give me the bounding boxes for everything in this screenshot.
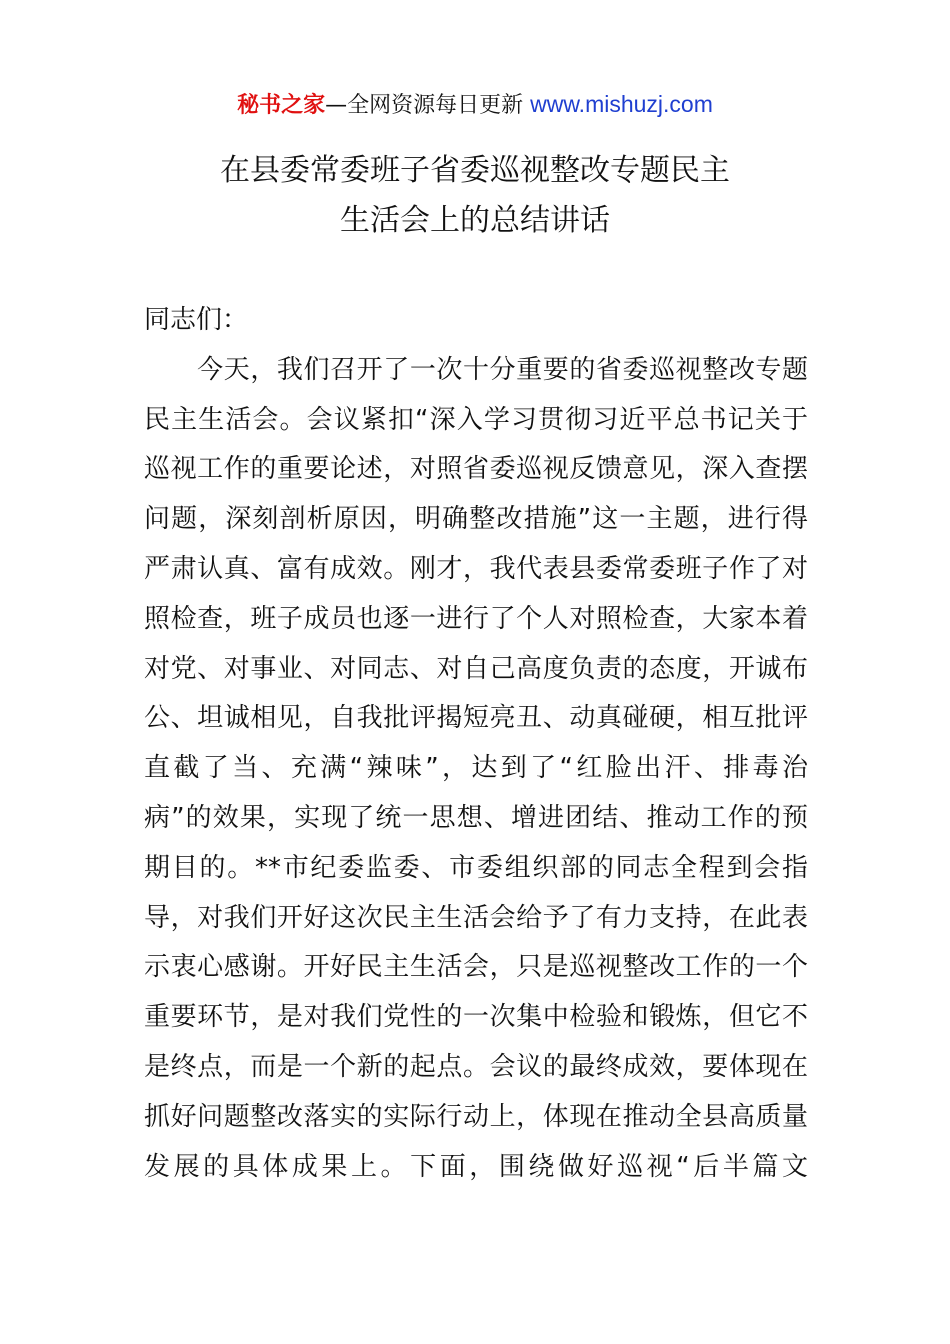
paragraph-line: 示衷心感谢。开好民主生活会，只是巡视整改工作的一个: [144, 952, 808, 983]
paragraph-line: 期目的。**市纪委监委、市委组织部的同志全程到会指: [144, 852, 808, 883]
brand-name: 秘书之家: [237, 93, 326, 118]
paragraph-line: 严肃认真、富有成效。刚才，我代表县委常委班子作了对: [144, 553, 808, 584]
salutation: 同志们：: [144, 305, 249, 335]
title-line-1: 在县委常委班子省委巡视整改专题民主: [220, 153, 730, 188]
paragraph-line: 病”的效果，实现了统一思想、增进团结、推动工作的预: [144, 802, 808, 833]
paragraph-line: 民主生活会。会议紧扣“深入学习贯彻习近平总书记关于: [144, 404, 808, 435]
paragraph-line: 照检查，班子成员也逐一进行了个人对照检查，大家本着: [144, 603, 808, 634]
paragraph-line: 今天，我们召开了一次十分重要的省委巡视整改专题: [144, 354, 808, 385]
document-body: [144, 296, 808, 1192]
title-line-2: 生活会上的总结讲话: [340, 203, 610, 238]
paragraph-line: 抓好问题整改落实的实际行动上，体现在推动全县高质量: [144, 1101, 808, 1132]
header-tagline: —全网资源每日更新: [325, 93, 531, 118]
paragraph-line: 发展的具体成果上。下面，围绕做好巡视“后半篇文: [144, 1151, 808, 1182]
paragraph-line: 公、坦诚相见，自我批评揭短亮丑、动真碰硬，相互批评: [144, 703, 808, 734]
paragraph-line: 问题，深刻剖析原因，明确整改措施”这一主题，进行得: [144, 504, 808, 535]
site-url[interactable]: www.mishuzj.com: [530, 91, 713, 117]
paragraph-line: 对党、对事业、对同志、对自己高度负责的态度，开诚布: [144, 653, 808, 684]
paragraph-line: 导，对我们开好这次民主生活会给予了有力支持，在此表: [144, 902, 808, 933]
paragraph-line: 是终点，而是一个新的起点。会议的最终成效，要体现在: [144, 1051, 808, 1082]
site-header: [0, 88, 950, 122]
paragraph-line: 直截了当、充满“辣味”，达到了“红脸出汗、排毒治: [144, 753, 808, 784]
paragraph-line: 巡视工作的重要论述，对照省委巡视反馈意见，深入查摆: [144, 454, 808, 485]
document-title: [0, 146, 950, 246]
paragraph-line: 重要环节，是对我们党性的一次集中检验和锻炼，但它不: [144, 1002, 808, 1033]
